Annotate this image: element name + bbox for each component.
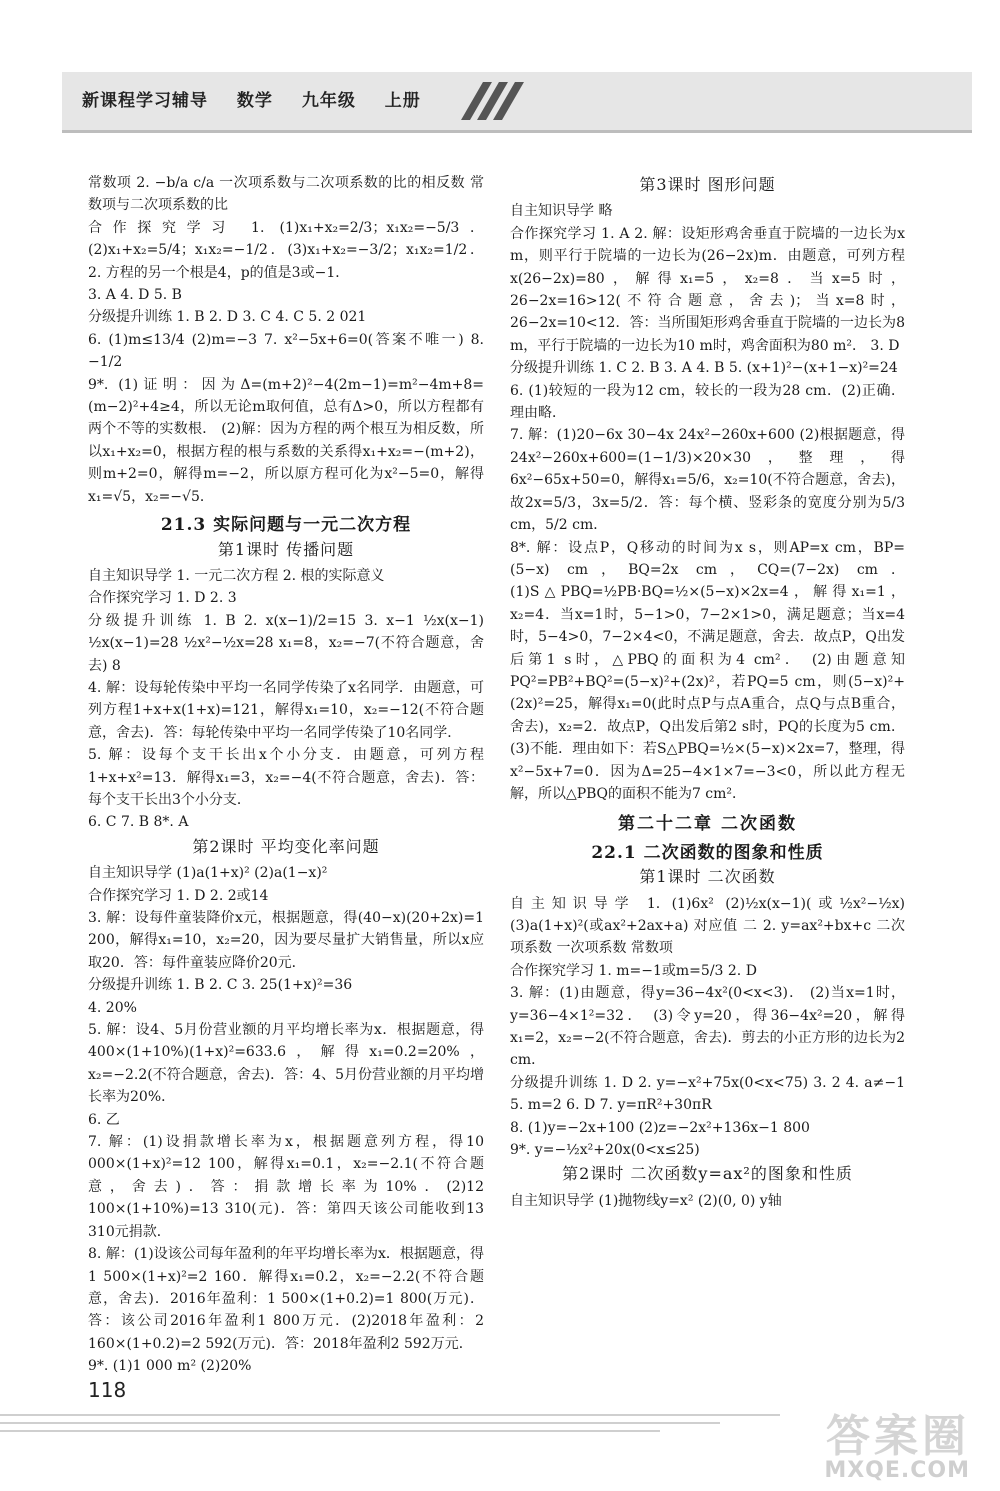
- answer-paragraph: 6. C 7. B 8*. A: [88, 814, 189, 831]
- watermark-logo: [780, 1400, 980, 1485]
- running-header: [62, 72, 972, 130]
- lesson-heading: 第1课时 传播问题: [217, 539, 355, 559]
- lesson-heading: 第1课时 二次函数: [639, 867, 776, 887]
- header-rule: [62, 130, 972, 133]
- answer-paragraph: 5. 解：设4、5月份营业额的月平均增长率为x．根据题意，得400×(1+10%)(1+x)²=633.6，解得x₁=0.2=20%，x₂=−2.2(不符合题意，舍去)．答：4、5月份营业额的月平均增长率为20%．: [88, 1022, 484, 1106]
- watermark-url: MXQE.COM: [824, 1458, 970, 1483]
- chapter-heading: 第二十二章 二次函数: [618, 814, 797, 835]
- answer-paragraph: 常数项 2. −b/a c/a 一次项系数与二次项系数的比的相反数 常数项与二次项系数的比: [88, 175, 484, 214]
- answer-paragraph: 自主知识导学 1. (1)6x² (2)½x(x−1)(或½x²−½x) (3)a(1+x)²(或ax²+2ax+a) 对应值 二 2. y=ax²+bx+c 二次项系数 一次项系数 常数项: [510, 895, 905, 957]
- answer-paragraph: 合作探究学习 1. (1)x₁+x₂=2/3；x₁x₂=−5/3．(2)x₁+x₂=5/4；x₁x₂=−1/2．(3)x₁+x₂=−3/2；x₁x₂=1/2． 2. 方程的另一个根是4，p的值是3或−1．: [88, 219, 484, 281]
- answer-paragraph: 9*. y=−½x²+20x(0<x≤25): [510, 1142, 700, 1159]
- right-column: [510, 172, 905, 1212]
- answer-paragraph: 4. 解：设每轮传染中平均一名同学传染了x名同学．由题意，可列方程1+x+x(1+x)=121，解得x₁=10，x₂=−12(不符合题意，舍去)．答：每轮传染中平均一名同学传染了10名同学．: [88, 679, 484, 741]
- answer-paragraph: 3. 解：(1)由题意，得y=36−4x²(0<x<3)． (2)当x=1时，y=36−4×1²=32． (3)令y=20，得36−4x²=20，解得x₁=2，x₂=−2(不符合题意，舍去)．剪去的小正方形的边长为2 cm．: [510, 985, 905, 1069]
- answer-paragraph: 7. 解：(1)20−6x 30−4x 24x²−260x+600 (2)根据题意，得24x²−260x+600=(1−1/3)×20×30，整理，得6x²−65x+50=0，解得x₁=5/6，x₂=10(不符合题意，舍去)，故2x=5/3，3x=5/2．答：每个横、竖彩条的宽度分别为5/3 cm，5/2 cm．: [510, 427, 905, 534]
- section-heading: 21.3 实际问题与一元二次方程: [160, 515, 412, 536]
- header-grade: 九年级: [301, 91, 356, 111]
- answer-paragraph: 自主知识导学 略: [510, 203, 613, 220]
- answer-paragraph: 6. (1)m≤13/4 (2)m=−3 7. x²−5x+6=0(答案不唯一) 8. −1/2: [88, 331, 484, 371]
- answer-paragraph: 自主知识导学 (1)a(1+x)² (2)a(1−x)²: [88, 865, 328, 882]
- header-subject: 数学: [236, 91, 273, 111]
- header-volume: 上册: [384, 91, 421, 111]
- answer-paragraph: 5. 解：设每个支干长出x个小分支．由题意，可列方程1+x+x²=13．解得x₁=3，x₂=−4(不符合题意，舍去)．答：每个支干长出3个小分支．: [88, 747, 484, 808]
- header-title: [82, 86, 443, 111]
- answer-paragraph: 分级提升训练 1. D 2. y=−x²+75x(0<x<75) 3. 2 4. a≠−1 5. m=2 6. D 7. y=πR²+30πR: [510, 1074, 905, 1114]
- answer-paragraph: 4. 20%: [88, 999, 137, 1016]
- answer-paragraph: 8*. 解：设点P，Q移动的时间为x s，则AP=x cm，BP=(5−x) cm，BQ=2x cm，CQ=(7−2x) cm．(1)S△PBQ=½PB·BQ=½×(5−x)×2x=4，解得x₁=1，x₂=4．当x=1时，5−1>0，7−2×1>0，满足题意；当x=4时，5−4>0，7−2×4<0，不满足题意，舍去．故点P，Q出发后第1 s时，△PBQ的面积为4 cm²． (2)由题意知PQ²=PB²+BQ²=(5−x)²+(2x)²，若PQ=5 cm，则(5−x)²+(2x)²=25，解得x₁=0(此时点P与点A重合，点Q与点B重合，舍去)，x₂=2．故点P，Q出发后第2 s时，PQ的长度为5 cm．(3)不能．理由如下：若S△PBQ=½×(5−x)×2x=7，整理，得x²−5x+7=0．因为Δ=25−4×1×7=−3<0，所以此方程无解，所以△PBQ的面积不能为7 cm²．: [510, 539, 905, 802]
- answer-paragraph: 3. A 4. D 5. B: [88, 287, 182, 304]
- answer-paragraph: 分级提升训练 1. B 2. D 3. C 4. C 5. 2 021: [88, 309, 367, 326]
- watermark-text: 答案圈: [826, 1411, 970, 1462]
- answer-paragraph: 分级提升训练 1. C 2. B 3. A 4. B 5. (x+1)²−(x+1−x)²=24: [510, 360, 898, 377]
- answer-paragraph: 分级提升训练 1. B 2. C 3. 25(1+x)²=36: [88, 977, 353, 994]
- answer-paragraph: 6. (1)较短的一段为12 cm，较长的一段为28 cm．(2)正确．理由略．: [510, 382, 905, 422]
- answer-paragraph: 分级提升训练 1. B 2. x(x−1)/2=15 3. x−1 ½x(x−1) ½x(x−1)=28 ½x²−½x=28 x₁=8，x₂=−7(不符合题意，舍去) 8: [88, 612, 484, 674]
- answer-paragraph: 合作探究学习 1. A 2. 解：设矩形鸡舍垂直于院墙的一边长为x m，则平行于院墙的一边长为(26−2x)m．由题意，可列方程x(26−2x)=80，解得x₁=5，x₂=8．当x=5时，26−2x=16>12(不符合题意，舍去)；当x=8时，26−2x=10<12．答：当所围矩形鸡舍垂直于院墙的一边长为8 m，平行于院墙的一边长为10 m时，鸡舍面积为80 m²． 3. D: [510, 225, 905, 354]
- answer-paragraph: 自主知识导学 1. 一元二次方程 2. 根的实际意义: [88, 567, 385, 584]
- answer-paragraph: 7. 解：(1)设捐款增长率为x，根据题意列方程，得10 000×(1+x)²=12 100，解得x₁=0.1，x₂=−2.1(不符合题意，舍去)．答：捐款增长率为10%．(2)12 100×(1+10%)=13 310(元)．答：第四天该公司能收到13 310元捐款．: [88, 1134, 484, 1240]
- lesson-heading: 第3课时 图形问题: [639, 175, 776, 194]
- section-heading: 22.1 二次函数的图象和性质: [591, 842, 824, 863]
- answer-paragraph: 8. 解：(1)设该公司每年盈利的年平均增长率为x．根据题意，得1 500×(1+x)²=2 160．解得x₁=0.2，x₂=−2.2(不符合题意，舍去)．2016年盈利：1 500×(1+0.2)=1 800(万元)．答：该公司2016年盈利1 800万元．(2)2018年盈利：2 160×(1+0.2)=2 592(万元)．答：2018年盈利2 592万元．: [88, 1246, 484, 1352]
- left-column: [88, 172, 484, 1378]
- header-stripes-decoration: [472, 82, 542, 120]
- answer-paragraph: 9*. (1)1 000 m² (2)20%: [88, 1358, 252, 1375]
- answer-paragraph: 8. (1)y=−2x+100 (2)z=−2x²+136x−1 800: [510, 1119, 810, 1136]
- lesson-heading: 第2课时 平均变化率问题: [192, 836, 380, 856]
- header-book: 新课程学习辅导: [82, 91, 208, 111]
- answer-paragraph: 9*. (1)证明：因为Δ=(m+2)²−4(2m−1)=m²−4m+8=(m−2)²+4≥4，所以无论m取何值，总有Δ>0，所以方程都有两个不等的实数根． (2)解：因为方程的两个根互为相反数，所以x₁+x₂=0，根据方程的根与系数的关系得x₁+x₂=−(m+2)，则m+2=0，解得m=−2，所以原方程可化为x²−5=0，解得x₁=√5，x₂=−√5．: [88, 376, 484, 505]
- answer-paragraph: 3. 解：设每件童装降价x元，根据题意，得(40−x)(20+2x)=1 200，解得x₁=10，x₂=20，因为要尽量扩大销售量，所以x应取20．答：每件童装应降价20元．: [88, 910, 484, 971]
- page-number: 118: [88, 1378, 127, 1402]
- answer-paragraph: 合作探究学习 1. D 2. 2或14: [88, 887, 269, 904]
- answer-paragraph: 合作探究学习 1. m=−1或m=5/3 2. D: [510, 962, 757, 979]
- answer-paragraph: 合作探究学习 1. D 2. 3: [88, 590, 237, 607]
- lesson-heading: 第2课时 二次函数y=ax²的图象和性质: [562, 1164, 853, 1184]
- answer-paragraph: 6. 乙: [88, 1111, 120, 1128]
- answer-paragraph: 自主知识导学 (1)抛物线y=x² (2)(0, 0) y轴: [510, 1192, 782, 1209]
